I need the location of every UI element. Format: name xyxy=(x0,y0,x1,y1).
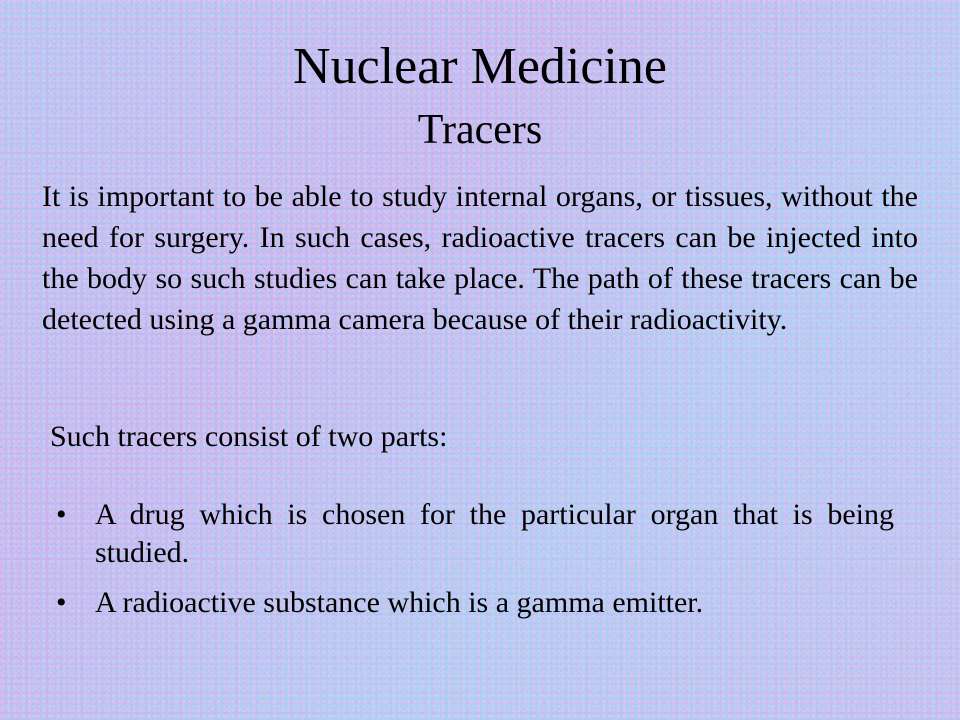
bullet-text: A radioactive substance which is a gamma emitter. xyxy=(95,586,704,619)
slide-subtitle: Tracers xyxy=(417,107,543,153)
bullet-text: A drug which is chosen for the particular organ that is being studied. xyxy=(95,498,894,569)
list-intro: Such tracers consist of two parts: xyxy=(50,420,448,453)
list-item xyxy=(52,496,894,572)
bullet-list xyxy=(52,496,894,634)
bullet-icon: • xyxy=(56,498,67,531)
body-paragraph: It is important to be able to study internal organs, or tissues, without the need for surgery. In such cases, radioactive tracers can be injected into the body so such studies can take place. The path of these tracers can be detected using a gamma camera because of their radioactivity. xyxy=(42,180,918,336)
list-item xyxy=(52,584,894,622)
bullet-icon: • xyxy=(56,586,67,619)
slide-title: Nuclear Medicine xyxy=(293,38,667,95)
